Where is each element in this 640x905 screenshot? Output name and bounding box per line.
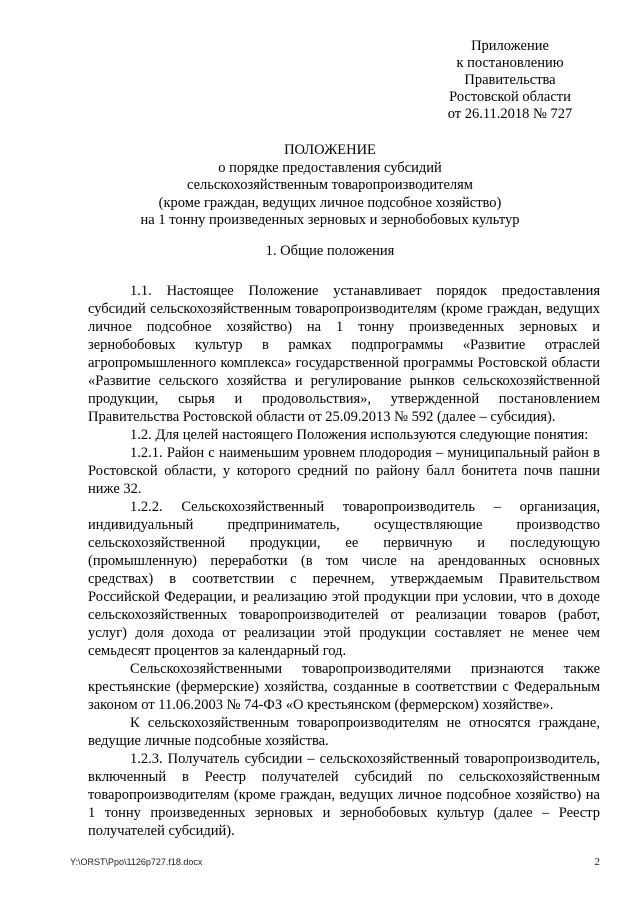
paragraph-farmers: Сельскохозяйственными товаропроизводителями признаются также крестьянские (фермерские) хозяйства, созданные в соответствии с Федеральным законом от 11.06.2003 № 74-ФЗ «О крестьянском (фермерском) хозяйстве». bbox=[88, 661, 600, 713]
paragraph-1-2-3: 1.2.3. Получатель субсидии – сельскохозяйственный товаропроизводитель, включенный в Реестр получателей субсидий по сельскохозяйственным товаропроизводителям (кроме граждан, ведущих личное подсобное хозяйство) на 1 тонну произведенных зерновых и зернобобовых культур (далее – Реестр получателей субсидий). bbox=[88, 751, 600, 839]
paragraph-1-2-1: 1.2.1. Район с наименьшим уровнем плодородия – муниципальный район в Ростовской области, у которого средний по району балл бонитета почв пашни ниже 32. bbox=[88, 445, 600, 497]
appendix-line: к постановлению bbox=[456, 55, 564, 71]
title-line: сельскохозяйственным товаропроизводителям bbox=[187, 177, 473, 193]
title-heading: ПОЛОЖЕНИЕ bbox=[284, 142, 376, 158]
appendix-line: Приложение bbox=[471, 38, 549, 54]
paragraph-exclusion: К сельскохозяйственным товаропроизводителям не относятся граждане, ведущие личные подсобные хозяйства. bbox=[88, 715, 600, 749]
title-line: на 1 тонну произведенных зерновых и зернобобовых культур bbox=[140, 212, 520, 228]
document-body bbox=[88, 282, 600, 840]
appendix-line: Правительства bbox=[464, 72, 556, 88]
paragraph-1-1: 1.1. Настоящее Положение устанавливает порядок предоставления субсидий сельскохозяйственным товаропроизводителям (кроме граждан, ведущих личное подсобное хозяйство) на 1 тонну произведенных зерновых и зернобобовых культур в рамках подпрограммы «Развитие отраслей агропромышленного комплекса» государственной программы Ростовской области «Развитие сельского хозяйства и регулирование рынков сельскохозяйственной продукции, сырья и продовольствия», утвержденной постановлением Правительства Ростовской области от 25.09.2013 № 592 (далее – субсидия). bbox=[88, 283, 600, 425]
title-line: (кроме граждан, ведущих личное подсобное хозяйство) bbox=[158, 194, 502, 211]
paragraph-1-2-2: 1.2.2. Сельскохозяйственный товаропроизводитель – организация, индивидуальный предприниматель, осуществляющие производство сельскохозяйственной продукции, ее первичную и последующую (промышленную) переработки (в том числе на арендованных основных средствах) в соответствии с перечнем, утверждаемым Правительством Российской Федерации, и реализацию этой продукции при условии, что в доходе сельскохозяйственных товаропроизводителей от реализации товаров (работ, услуг) доля дохода от реализации этой продукции составляет не менее чем семьдесят процентов за календарный год. bbox=[88, 499, 600, 659]
page-number: 2 bbox=[594, 856, 600, 868]
paragraph-1-2: 1.2. Для целей настоящего Положения используются следующие понятия: bbox=[130, 427, 589, 443]
title-line: о порядке предоставления субсидий bbox=[218, 159, 442, 176]
section-heading: 1. Общие положения bbox=[265, 243, 395, 259]
appendix-block bbox=[420, 38, 600, 123]
document-title bbox=[60, 142, 600, 230]
appendix-line: Ростовской области bbox=[449, 89, 571, 105]
file-path: Y:\ORST\Ppo\1126p727.f18.docx bbox=[70, 857, 203, 867]
appendix-line: от 26.11.2018 № 727 bbox=[447, 106, 573, 122]
